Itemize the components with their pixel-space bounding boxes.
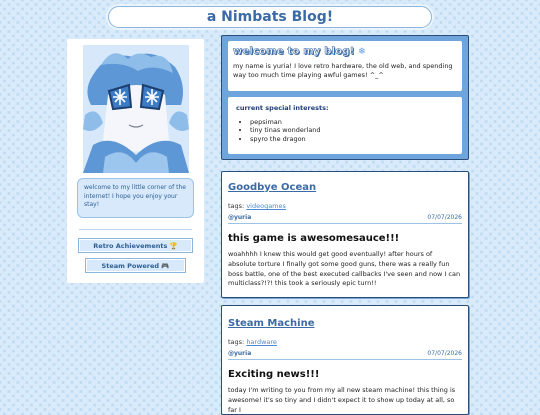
post-author: @yuria (228, 214, 252, 221)
steam-powered-button[interactable]: Steam Powered 🎮 (85, 258, 186, 273)
list-item: • tiny tinas wonderland (250, 126, 454, 134)
post-tags (228, 338, 462, 346)
meta-divider (228, 223, 462, 224)
post-title-link[interactable]: Goodbye Ocean (228, 182, 317, 193)
interests-title: current special interests: (236, 104, 329, 112)
welcome-title (233, 46, 457, 57)
interests-list (236, 118, 454, 143)
post-date: 07/07/2026 (427, 350, 462, 357)
snowflake-icon: ❄ (358, 47, 366, 57)
post-heading: this game is awesomesauce!!! (228, 233, 400, 244)
post-date: 07/07/2026 (427, 214, 462, 221)
post-author: @yuria (228, 350, 252, 357)
tags-label: tags: (228, 202, 245, 210)
interests-box (228, 97, 462, 154)
avatar (83, 45, 189, 173)
post-body: woahhhh I knew this would get good eventually! after hours of absolute torture I finally got some good guns, there was a really fun boss battle, one of the best executed callbacks I've seen and now I can multiclass?!?! this took a seriously epic turn!! (228, 250, 461, 288)
list-item: • pepsiman (250, 118, 454, 126)
tag-link[interactable]: hardware (246, 338, 277, 346)
welcome-panel (221, 35, 469, 160)
site-header (108, 6, 432, 28)
post-card (221, 171, 469, 298)
welcome-box (228, 41, 462, 91)
post-body: today I'm writing to you from my all new steam machine! this thing is awesome! it's so tiny and I didn't expect it to show up today at all, so far I (228, 386, 456, 414)
post-meta (228, 214, 462, 221)
post-title-link[interactable]: Steam Machine (228, 318, 315, 329)
list-item: • spyro the dragon (250, 135, 454, 143)
tags-label: tags: (228, 338, 245, 346)
sidebar (67, 39, 204, 283)
meta-divider (228, 359, 462, 360)
welcome-text: my name is yuria! I love retro hardware, the old web, and spending way too much time playing awful games! ^_^ (233, 62, 453, 80)
post-heading: Exciting news!!! (228, 369, 320, 380)
post-tags (228, 202, 462, 210)
site-title: a Nimbats Blog! (206, 9, 334, 25)
about-box: welcome to my little corner of the internet! I hope you enjoy your stay! (77, 178, 194, 218)
post-card (221, 305, 469, 415)
avatar-illustration (83, 45, 189, 173)
sidebar-divider (79, 229, 192, 230)
welcome-title-text: welcome to my blog! (233, 46, 355, 57)
post-meta (228, 350, 462, 357)
tag-link[interactable]: videogames (246, 202, 286, 210)
retro-achievements-button[interactable]: Retro Achievements 🏆 (78, 238, 193, 253)
